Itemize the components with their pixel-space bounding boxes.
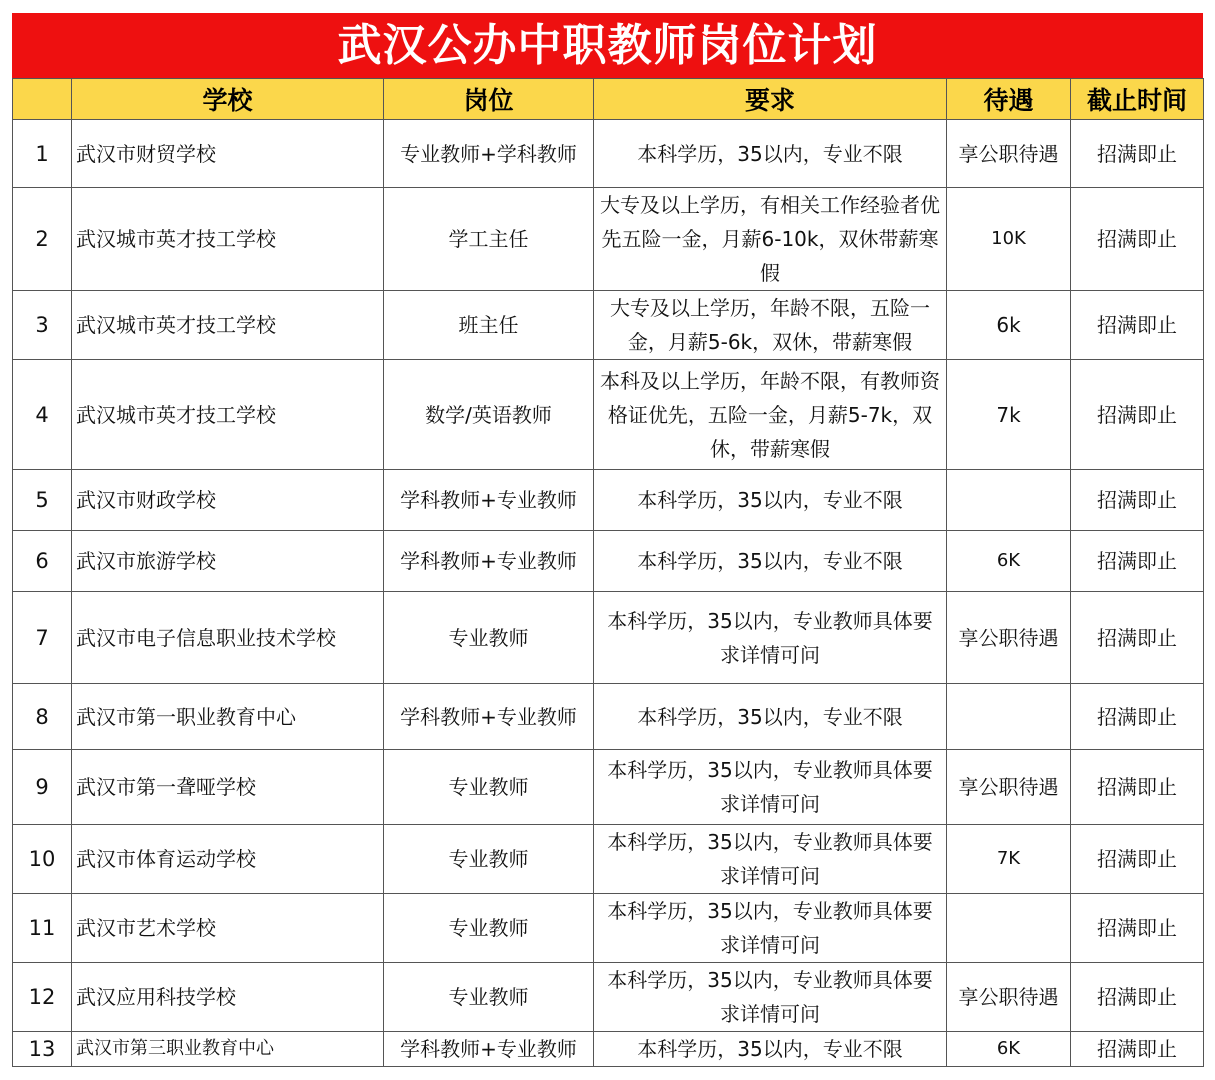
row-number: 9 xyxy=(13,750,72,825)
deadline-cell: 招满即止 xyxy=(1071,1032,1204,1067)
school-cell: 武汉市电子信息职业技术学校 xyxy=(72,592,384,684)
row-number: 6 xyxy=(13,531,72,592)
row-number: 8 xyxy=(13,684,72,750)
deadline-cell: 招满即止 xyxy=(1071,291,1204,360)
table-row xyxy=(13,825,1204,894)
requirement-cell: 本科学历，35以内，专业教师具体要求详情可问 xyxy=(594,750,947,825)
school-cell: 武汉市艺术学校 xyxy=(72,894,384,963)
treatment-cell: 享公职待遇 xyxy=(947,592,1071,684)
header-school: 学校 xyxy=(72,79,384,120)
row-number: 12 xyxy=(13,963,72,1032)
header-position: 岗位 xyxy=(384,79,594,120)
school-cell: 武汉市财贸学校 xyxy=(72,120,384,188)
treatment-cell: 享公职待遇 xyxy=(947,963,1071,1032)
deadline-cell: 招满即止 xyxy=(1071,963,1204,1032)
requirement-cell: 大专及以上学历，有相关工作经验者优先五险一金，月薪6-10k，双休带薪寒假 xyxy=(594,188,947,291)
school-cell: 武汉应用科技学校 xyxy=(72,963,384,1032)
treatment-cell: 6k xyxy=(947,291,1071,360)
position-cell: 学科教师+专业教师 xyxy=(384,470,594,531)
position-cell: 专业教师 xyxy=(384,750,594,825)
requirement-cell: 本科学历，35以内，专业教师具体要求详情可问 xyxy=(594,825,947,894)
position-cell: 专业教师 xyxy=(384,592,594,684)
requirement-cell: 本科学历，35以内，专业不限 xyxy=(594,1032,947,1067)
table-row xyxy=(13,470,1204,531)
position-cell: 专业教师 xyxy=(384,825,594,894)
row-number: 1 xyxy=(13,120,72,188)
position-cell: 专业教师 xyxy=(384,963,594,1032)
header-deadline: 截止时间 xyxy=(1071,79,1204,120)
school-cell: 武汉城市英才技工学校 xyxy=(72,291,384,360)
treatment-cell: 6K xyxy=(947,531,1071,592)
table-row xyxy=(13,188,1204,291)
teacher-position-table xyxy=(12,78,1204,1067)
page-title: 武汉公办中职教师岗位计划 xyxy=(12,13,1203,78)
treatment-cell: 10K xyxy=(947,188,1071,291)
school-cell: 武汉城市英才技工学校 xyxy=(72,360,384,470)
school-cell: 武汉市财政学校 xyxy=(72,470,384,531)
requirement-cell: 本科学历，35以内，专业不限 xyxy=(594,120,947,188)
position-cell: 数学/英语教师 xyxy=(384,360,594,470)
treatment-cell xyxy=(947,894,1071,963)
school-cell: 武汉城市英才技工学校 xyxy=(72,188,384,291)
row-number: 2 xyxy=(13,188,72,291)
deadline-cell: 招满即止 xyxy=(1071,188,1204,291)
requirement-cell: 本科学历，35以内，专业教师具体要求详情可问 xyxy=(594,592,947,684)
deadline-cell: 招满即止 xyxy=(1071,531,1204,592)
treatment-cell: 7k xyxy=(947,360,1071,470)
school-cell: 武汉市第三职业教育中心 xyxy=(72,1032,384,1067)
deadline-cell: 招满即止 xyxy=(1071,894,1204,963)
requirement-cell: 本科学历，35以内，专业教师具体要求详情可问 xyxy=(594,963,947,1032)
table-row xyxy=(13,291,1204,360)
position-cell: 学科教师+专业教师 xyxy=(384,531,594,592)
row-number: 11 xyxy=(13,894,72,963)
table-row xyxy=(13,531,1204,592)
requirement-cell: 本科学历，35以内，专业不限 xyxy=(594,684,947,750)
table-row xyxy=(13,360,1204,470)
position-cell: 专业教师+学科教师 xyxy=(384,120,594,188)
row-number: 5 xyxy=(13,470,72,531)
deadline-cell: 招满即止 xyxy=(1071,684,1204,750)
deadline-cell: 招满即止 xyxy=(1071,360,1204,470)
row-number: 4 xyxy=(13,360,72,470)
table-row xyxy=(13,750,1204,825)
deadline-cell: 招满即止 xyxy=(1071,750,1204,825)
treatment-cell xyxy=(947,470,1071,531)
table-row xyxy=(13,963,1204,1032)
school-cell: 武汉市旅游学校 xyxy=(72,531,384,592)
position-cell: 学科教师+专业教师 xyxy=(384,684,594,750)
school-cell: 武汉市第一聋哑学校 xyxy=(72,750,384,825)
school-cell: 武汉市第一职业教育中心 xyxy=(72,684,384,750)
position-cell: 学科教师+专业教师 xyxy=(384,1032,594,1067)
table-row xyxy=(13,120,1204,188)
row-number: 7 xyxy=(13,592,72,684)
treatment-cell xyxy=(947,684,1071,750)
row-number: 13 xyxy=(13,1032,72,1067)
table-row xyxy=(13,592,1204,684)
header-requirement: 要求 xyxy=(594,79,947,120)
requirement-cell: 大专及以上学历，年龄不限，五险一金，月薪5-6k，双休，带薪寒假 xyxy=(594,291,947,360)
row-number: 10 xyxy=(13,825,72,894)
deadline-cell: 招满即止 xyxy=(1071,470,1204,531)
position-cell: 学工主任 xyxy=(384,188,594,291)
position-cell: 班主任 xyxy=(384,291,594,360)
treatment-cell: 6K xyxy=(947,1032,1071,1067)
deadline-cell: 招满即止 xyxy=(1071,592,1204,684)
header-row xyxy=(13,79,1204,120)
requirement-cell: 本科学历，35以内，专业不限 xyxy=(594,470,947,531)
requirement-cell: 本科学历，35以内，专业教师具体要求详情可问 xyxy=(594,894,947,963)
row-number: 3 xyxy=(13,291,72,360)
treatment-cell: 享公职待遇 xyxy=(947,120,1071,188)
treatment-cell: 享公职待遇 xyxy=(947,750,1071,825)
deadline-cell: 招满即止 xyxy=(1071,120,1204,188)
table-body xyxy=(13,120,1204,1067)
requirement-cell: 本科及以上学历，年龄不限，有教师资格证优先，五险一金，月薪5-7k，双休，带薪寒假 xyxy=(594,360,947,470)
table-row xyxy=(13,894,1204,963)
requirement-cell: 本科学历，35以内，专业不限 xyxy=(594,531,947,592)
header-number xyxy=(13,79,72,120)
deadline-cell: 招满即止 xyxy=(1071,825,1204,894)
table-row xyxy=(13,684,1204,750)
spreadsheet xyxy=(12,13,1203,1067)
school-cell: 武汉市体育运动学校 xyxy=(72,825,384,894)
table-row xyxy=(13,1032,1204,1067)
position-cell: 专业教师 xyxy=(384,894,594,963)
header-treatment: 待遇 xyxy=(947,79,1071,120)
treatment-cell: 7K xyxy=(947,825,1071,894)
